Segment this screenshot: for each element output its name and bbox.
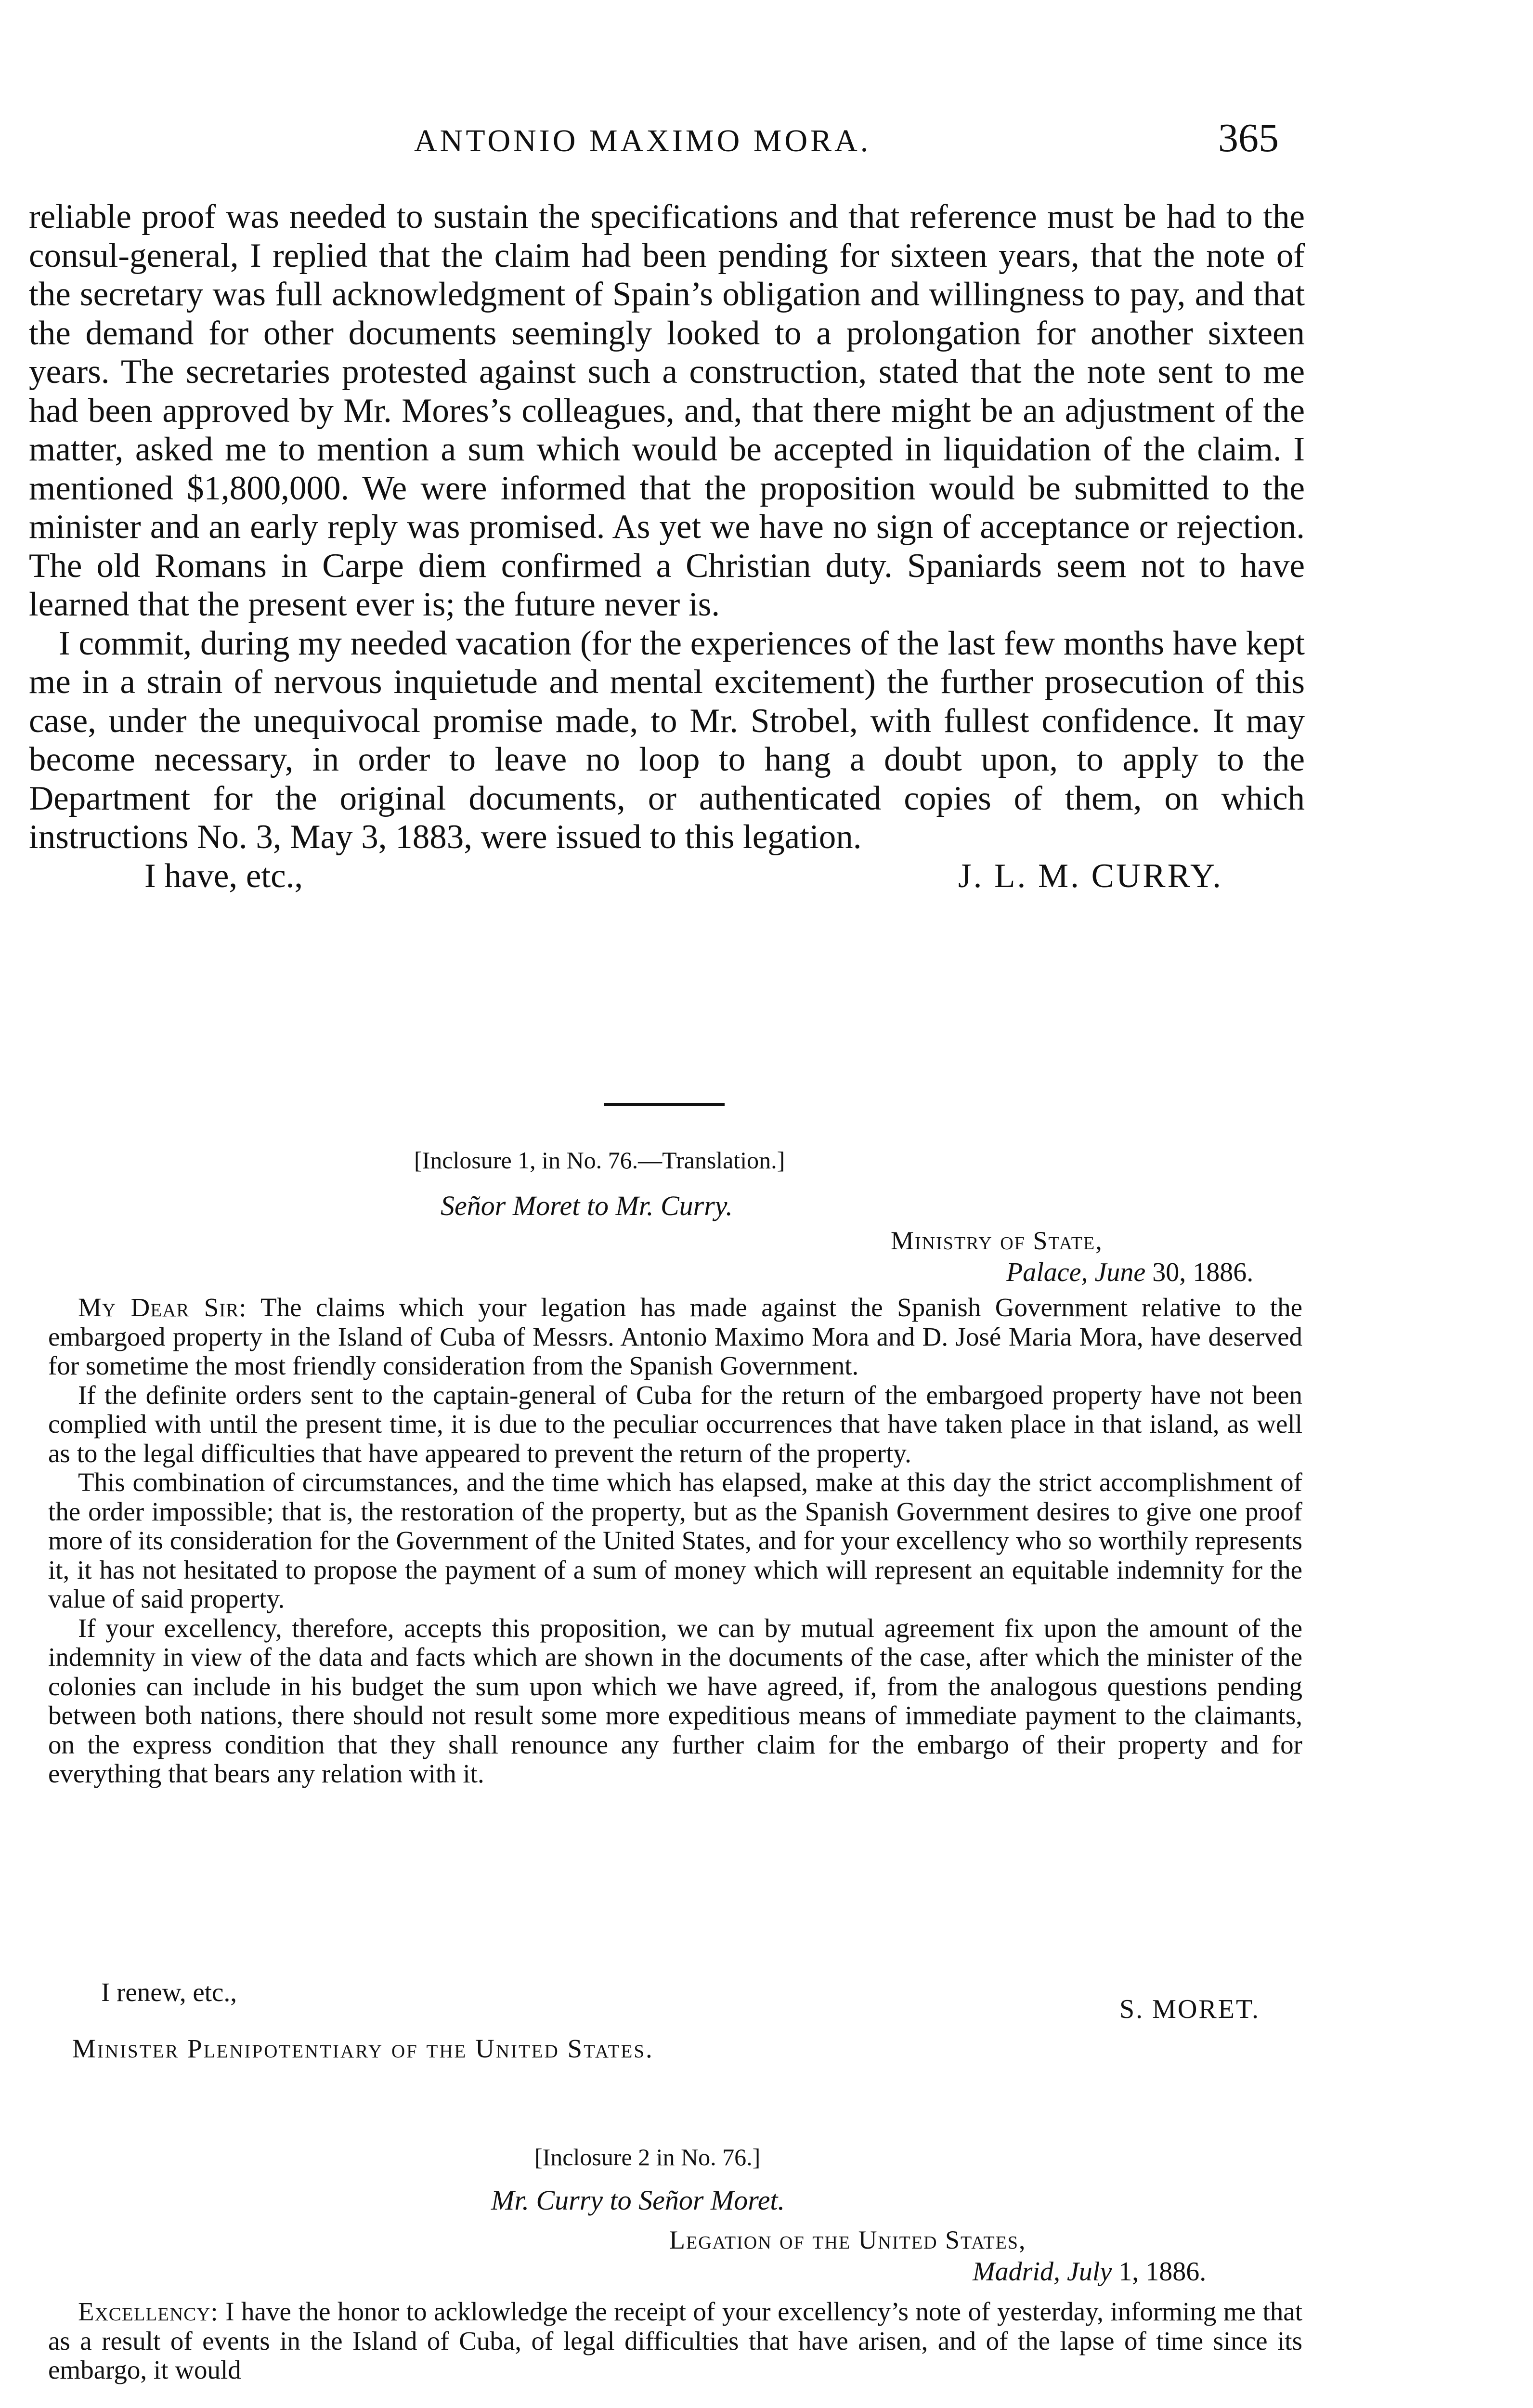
inclosure-2-place: Legation of the United States, bbox=[669, 2225, 1026, 2254]
inclosure-1-paragraph-text: The claims which your legation has made against the Spanish Government relative to the embargoed property in the Island of Cuba of Messrs. Antonio Maximo Mora and D. José Maria Mora, have deserved for sometime the most friendly consideration from the Spanish Government. bbox=[48, 1293, 1302, 1380]
letter-paragraph: I commit, during my needed vacation (for the experiences of the last few months have kept me in a strain of nervous inquietude and mental excitement) the further prosecution of this case, under the unequivocal promise made, to Mr. Strobel, with fullest confidence. It may become necessary, in order to leave no loop to hang a doubt upon, to apply to the Department for the original documents, or authenticated copies of them, on which instructions No. 3, May 3, 1883, were issued to this legation. bbox=[29, 624, 1305, 856]
inclosure-1-body bbox=[48, 1293, 1302, 1789]
inclosure-1-paragraph: If your excellency, therefore, accepts this proposition, we can by mutual agreement fix upon the amount of the indemnity in view of the data and facts which are shown in the documents of the case, after which the minister of the colonies can include in his budget the sum upon which we have agreed, if, from the analogous questions pending between both nations, there should not result some more expeditious means of immediate payment to the claimants, on the express condition that they shall renounce any further claim for the embargo of their property and for everything that bears any relation with it. bbox=[48, 1613, 1302, 1788]
inclosure-1-date-rest: 30, 1886. bbox=[1152, 1257, 1254, 1287]
inclosure-1-paragraph bbox=[48, 1293, 1302, 1381]
inclosure-1-date bbox=[1006, 1257, 1253, 1288]
inclosure-1-signature: S. MORET. bbox=[1119, 1994, 1260, 2024]
letter-paragraph: reliable proof was needed to sustain the specifications and that reference must be had to the consul-general, I replied that the claim had been pending for sixteen years, that the note of the secretary was full acknowledgment of Spain’s obligation and willingness to pay, and that the demand for other documents seemingly looked to a prolongation for another sixteen years. The secretaries protested against such a construction, stated that the note sent to me had been approved by Mr. Mores’s colleagues, and, that there might be an adjustment of the matter, asked me to mention a sum which would be accepted in liquidation of the claim. I mentioned $1,800,000. We were informed that the proposition would be submitted to the minister and an early reply was promised. As yet we have no sign of acceptance or rejection. The old Romans in Carpe diem confirmed a Christian duty. Spaniards seem not to have learned that the present ever is; the future never is. bbox=[29, 198, 1305, 623]
inclosure-1-closing: I renew, etc., bbox=[101, 1977, 237, 2007]
inclosure-1-paragraph: If the definite orders sent to the captain-general of Cuba for the return of the embargoed property have not been complied with until the present time, it is due to the peculiar occurrences that have taken place in that island, as well as to the legal difficulties that have appeared to prevent the return of the property. bbox=[48, 1380, 1302, 1468]
inclosure-2-date-place: Madrid, July bbox=[973, 2257, 1112, 2287]
inclosure-1-place: Ministry of State, bbox=[891, 1226, 1103, 1255]
inclosure-2-body bbox=[48, 2297, 1302, 2385]
running-title: ANTONIO MAXIMO MORA. bbox=[414, 123, 871, 158]
inclosure-1-caption: [Inclosure 1, in No. 76.—Translation.] bbox=[414, 1147, 785, 1174]
inclosure-2-date bbox=[973, 2256, 1206, 2287]
letter-closing: I have, etc., bbox=[144, 857, 303, 895]
section-divider bbox=[604, 1103, 725, 1106]
inclosure-1-addressee: Minister Plenipotentiary of the United States. bbox=[72, 2034, 654, 2063]
inclosure-2-paragraph bbox=[48, 2297, 1302, 2385]
inclosure-2-paragraph-text: I have the honor to acklowledge the receipt of your excellency’s note of yesterday, informing me that as a result of events in the Island of Cuba, of legal difficulties that have arisen, and of the lapse of time since its embargo, it would bbox=[48, 2297, 1303, 2384]
inclosure-1-salutation: My Dear Sir: bbox=[78, 1293, 247, 1322]
inclosure-1-paragraph: This combination of circumstances, and the time which has elapsed, make at this day the strict accomplishment of the order impossible; that is, the restoration of the property, but as the Spanish Government desires to give one proof more of its consideration for the Government of the United States, and for your excellency who so worthily represents it, it has not hesitated to propose the payment of a sum of money which will represent an equitable indemnity for the value of said property. bbox=[48, 1467, 1302, 1613]
inclosure-2-date-rest: 1, 1886. bbox=[1118, 2257, 1207, 2287]
letter-signature: J. L. M. CURRY. bbox=[958, 857, 1223, 895]
page-number: 365 bbox=[1218, 116, 1279, 160]
inclosure-1-title: Señor Moret to Mr. Curry. bbox=[441, 1190, 733, 1221]
inclosure-1-date-place: Palace, June bbox=[1006, 1257, 1146, 1287]
letter-main-body bbox=[29, 197, 1305, 895]
page-header bbox=[0, 0, 1533, 173]
letter-closing-row bbox=[29, 857, 1305, 895]
inclosure-2-title: Mr. Curry to Señor Moret. bbox=[491, 2185, 785, 2216]
inclosure-2-caption: [Inclosure 2 in No. 76.] bbox=[534, 2144, 761, 2171]
inclosure-2-salutation: Excellency: bbox=[78, 2297, 219, 2326]
